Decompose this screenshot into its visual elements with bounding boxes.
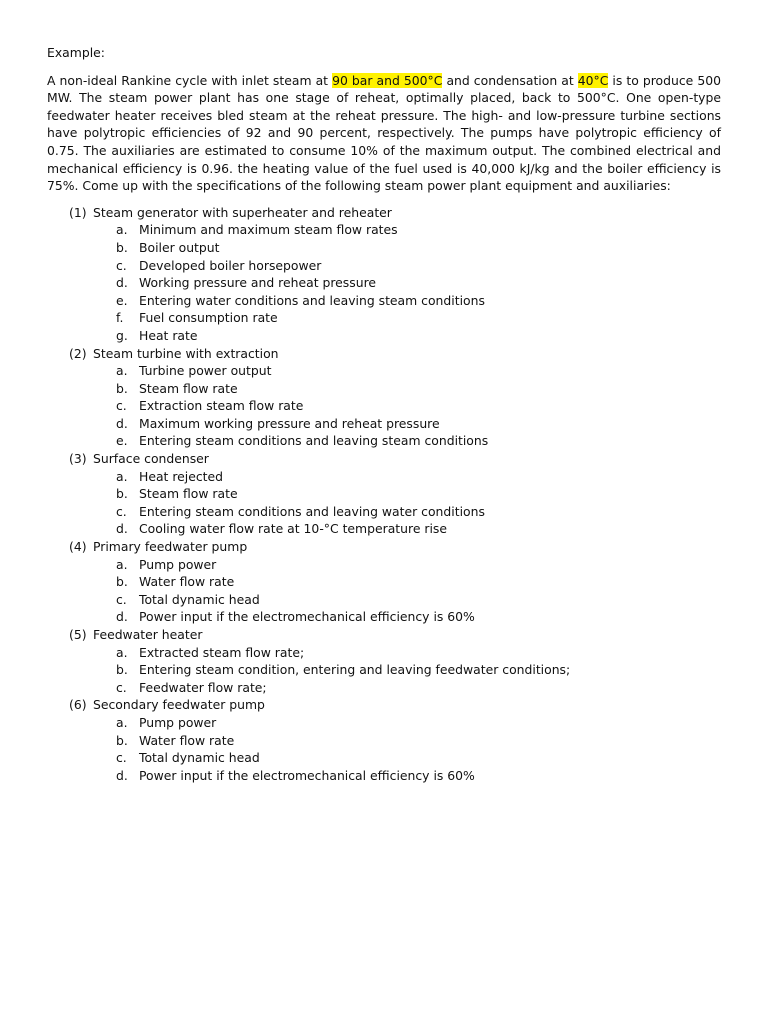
list-item-letter: b. — [116, 732, 128, 748]
section-number: (5) — [69, 627, 87, 642]
list-item-text: Water flow rate — [139, 574, 235, 590]
list-item — [47, 415, 721, 433]
list-item — [47, 292, 721, 310]
list-item — [47, 573, 721, 591]
list-item-letter: b. — [116, 380, 128, 396]
section-number: (4) — [69, 539, 87, 555]
list-item-text: Steam flow rate — [139, 380, 238, 396]
section-number: (6) — [69, 697, 87, 713]
section-number: (1) — [69, 204, 87, 220]
list-item — [47, 257, 721, 275]
list-item-text: Boiler output — [139, 239, 220, 255]
statement-text-start: A non-ideal Rankine cycle with inlet steam at — [47, 72, 333, 88]
list-item-text: Minimum and maximum steam flow rates — [139, 222, 398, 238]
list-item-text: Cooling water flow rate at 10-°C temperature rise — [139, 521, 448, 537]
section-title: Feedwater heater — [93, 627, 203, 642]
list-item-letter: d. — [116, 415, 128, 431]
list-item-letter: g. — [116, 327, 128, 343]
list-item — [47, 644, 721, 662]
list-item-letter: d. — [116, 521, 128, 537]
list-item-letter: d. — [116, 275, 128, 291]
list-item-letter: c. — [116, 591, 127, 607]
section-heading — [47, 450, 721, 468]
list-item — [47, 714, 721, 732]
section-number: (3) — [69, 451, 87, 467]
list-item — [47, 749, 721, 767]
list-item-letter: b. — [116, 486, 128, 502]
statement-text-end: is to produce 500 MW. The steam power plant has one stage of reheat, optimally placed, back to 500°C. One open-type feedwater heater receives bled steam at the reheat pressure. The high- and low-pressure turbine sections have polytropic efficiencies of 92 and 90 percent, respectively. The pumps have polytropic efficiency of 0.75. The auxiliaries are estimated to consume 10% of the maximum output. The combined electrical and mechanical efficiency is 0.96. the heating value of the fuel used is 40,000 kJ/kg and the boiler efficiency is 75%. Come up with the specifications of the following steam power plant equipment and auxiliaries: — [47, 72, 721, 194]
list-item-letter: c. — [116, 503, 127, 519]
list-item-text: Entering steam conditions and leaving steam conditions — [139, 433, 489, 449]
list-item-letter: e. — [116, 433, 128, 449]
section-heading — [47, 626, 721, 644]
list-item-text: Entering steam conditions and leaving water conditions — [139, 503, 485, 519]
list-item — [47, 485, 721, 503]
list-item-letter: a. — [116, 644, 128, 660]
list-item-text: Heat rate — [139, 327, 198, 343]
list-item-letter: c. — [116, 257, 127, 273]
list-item-text: Pump power — [139, 714, 217, 730]
highlighted-inlet-conditions: 90 bar and 500°C — [332, 72, 443, 88]
list-item-letter: e. — [116, 292, 128, 308]
list-item — [47, 380, 721, 398]
list-item-text: Entering water conditions and leaving steam conditions — [139, 292, 485, 308]
list-item-letter: c. — [116, 679, 127, 695]
highlighted-condensation-temperature: 40°C — [577, 72, 609, 88]
list-item — [47, 239, 721, 257]
section-number: (2) — [69, 345, 87, 361]
section-heading — [47, 696, 721, 714]
list-item-letter: f. — [116, 310, 124, 326]
list-item-letter: a. — [116, 222, 128, 238]
list-item — [47, 432, 721, 450]
list-item-text: Steam flow rate — [139, 486, 238, 502]
list-item-text: Power input if the electromechanical efficiency is 60% — [139, 767, 475, 783]
section-title: Steam turbine with extraction — [93, 345, 279, 361]
section-title: Secondary feedwater pump — [93, 697, 265, 713]
list-item — [47, 274, 721, 292]
statement-text-middle: and condensation at — [442, 72, 578, 88]
list-item-text: Entering steam condition, entering and leaving feedwater conditions; — [139, 662, 571, 678]
list-item-text: Pump power — [139, 556, 217, 572]
list-item-letter: c. — [116, 750, 127, 766]
list-item-text: Extraction steam flow rate — [139, 398, 304, 414]
list-item-letter: b. — [116, 662, 128, 678]
list-item — [47, 520, 721, 538]
list-item-letter: b. — [116, 574, 128, 590]
list-item-text: Working pressure and reheat pressure — [139, 275, 377, 291]
list-item-letter: a. — [116, 714, 128, 730]
list-item-letter: a. — [116, 363, 128, 379]
list-item — [47, 327, 721, 345]
list-item — [47, 556, 721, 574]
list-item — [47, 661, 721, 679]
list-item-text: Maximum working pressure and reheat pressure — [139, 415, 440, 431]
section-title: Primary feedwater pump — [93, 539, 248, 555]
problem-statement — [47, 72, 721, 195]
equipment-list — [47, 204, 721, 785]
list-item-text: Fuel consumption rate — [139, 310, 278, 326]
section-title: Steam generator with superheater and reheater — [93, 204, 392, 220]
list-item — [47, 397, 721, 415]
list-item — [47, 362, 721, 380]
list-item-letter: a. — [116, 556, 128, 572]
list-item — [47, 608, 721, 626]
document-page — [47, 44, 721, 784]
list-item-text: Feedwater flow rate; — [139, 679, 267, 695]
list-item — [47, 221, 721, 239]
list-item-letter: a. — [116, 468, 128, 484]
section-heading — [47, 345, 721, 363]
list-item — [47, 468, 721, 486]
list-item — [47, 732, 721, 750]
list-item — [47, 503, 721, 521]
example-heading: Example: — [47, 45, 105, 60]
list-item — [47, 309, 721, 327]
section-heading — [47, 538, 721, 556]
list-item-letter: c. — [116, 398, 127, 414]
list-item-text: Developed boiler horsepower — [139, 257, 322, 273]
section-title: Surface condenser — [93, 451, 209, 467]
list-item-letter: b. — [116, 239, 128, 255]
list-item — [47, 679, 721, 697]
list-item-text: Heat rejected — [139, 468, 223, 484]
list-item — [47, 591, 721, 609]
section-heading — [47, 204, 721, 222]
list-item-text: Power input if the electromechanical efficiency is 60% — [139, 609, 475, 625]
list-item — [47, 767, 721, 785]
list-item-text: Turbine power output — [139, 363, 272, 379]
list-item-text: Extracted steam flow rate; — [139, 644, 305, 660]
list-item-text: Water flow rate — [139, 732, 235, 748]
list-item-letter: d. — [116, 609, 128, 625]
list-item-text: Total dynamic head — [139, 750, 260, 766]
list-item-text: Total dynamic head — [139, 591, 260, 607]
list-item-letter: d. — [116, 767, 128, 783]
